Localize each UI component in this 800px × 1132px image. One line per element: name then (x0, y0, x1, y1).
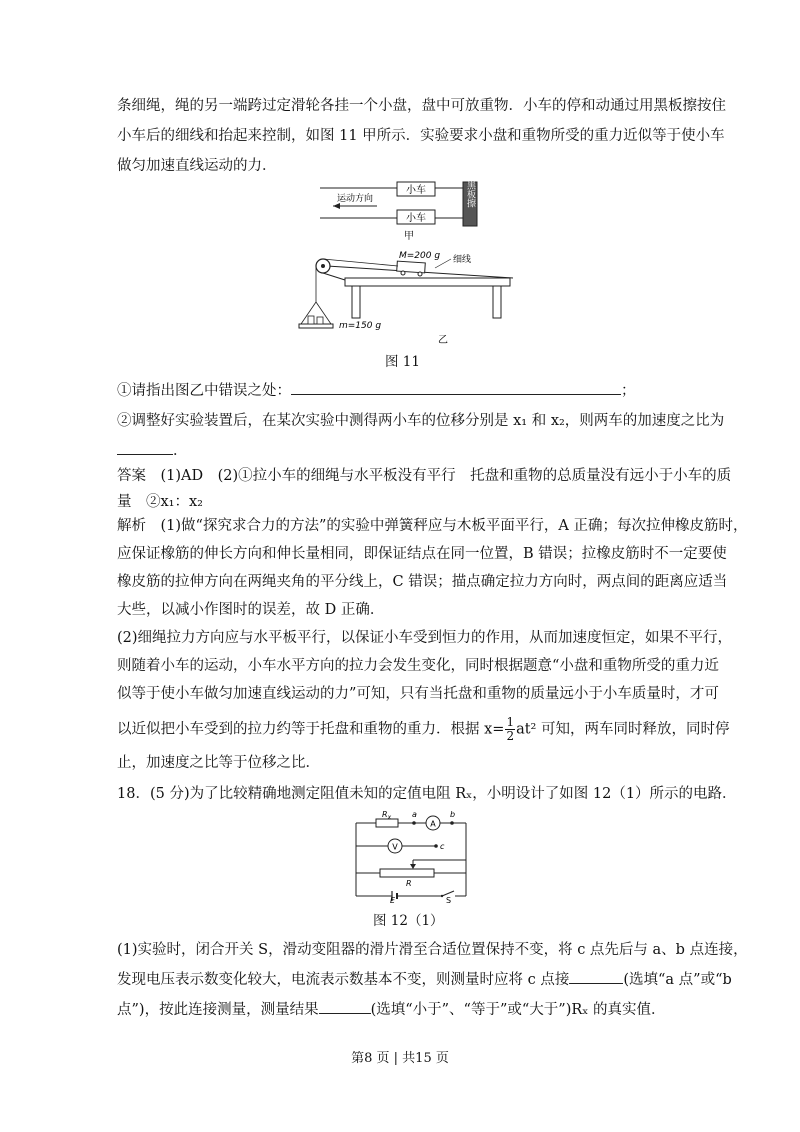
analysis-line-9: 止，加速度之比等于位移之比． (117, 755, 320, 771)
analysis-line-4: 大些，以减小作图时的误差，故 D 正确． (117, 602, 385, 618)
direction-label: 运动方向 (336, 194, 374, 204)
fraction-numerator: 1 (506, 715, 515, 729)
jia-sub-caption: 甲 (404, 231, 414, 242)
q18-line2-option: (选填“a 点”或“b (623, 972, 732, 988)
q18-line3-text: 点”)，按此连接测量，测量结果 (117, 1002, 319, 1018)
battery-label: E (390, 896, 396, 903)
switch-label: S (446, 896, 452, 903)
figure-11-yi (295, 242, 525, 347)
voltmeter-label: V (392, 842, 398, 852)
q18-part1-line2 (117, 970, 732, 990)
analysis-line-5: (2)细绳拉力方向应与水平板平行，以保证小车受到恒力的作用，从而加速度恒定，如果不平行， (117, 630, 733, 646)
mass-car-label: M=200 g (399, 251, 441, 261)
thread-label: 细线 (453, 255, 472, 265)
answer-line-1: 答案 (1)AD (2)①拉小车的细绳与水平板没有平行 托盘和重物的总质量没有远小于小车的质 (117, 468, 732, 484)
analysis-line-1: 解析 (1)做“探究求合力的方法”的实验中弹簧秤应与木板平面平行，A 正确；每次拉伸橡皮筋时， (117, 518, 748, 534)
answer-line-2: 量 ②x₁：x₂ (117, 494, 203, 510)
rheostat-label: R (406, 879, 412, 888)
intro-line-1: 条细绳，绳的另一端跨过定滑轮各挂一个小盘，盘中可放重物．小车的停和动通过用黑板擦按住 (117, 98, 726, 114)
q18-part1-line1: (1)实验时，闭合开关 S，滑动变阻器的滑片滑至合适位置保持不变，将 c 点先后与 a、b 点连接， (117, 942, 748, 958)
page-footer: 第8 页 | 共15 页 (351, 1051, 449, 1066)
figure-11-jia (315, 180, 505, 242)
node-c-label: c (440, 842, 445, 851)
intro-line-3: 做匀加速直线运动的力． (117, 158, 277, 174)
mass-tray-label: m=150 g (339, 321, 382, 331)
intro-line-2: 小车后的细线和抬起来控制，如图 11 甲所示．实验要求小盘和重物所受的重力近似等于使小车 (117, 128, 725, 144)
figure-12-caption: 图 12（1） (373, 913, 444, 929)
fraction-half (505, 716, 515, 743)
q18-line2-text: 发现电压表示数变化较大，电流表示数基本不变，则测量时应将 c 点接 (117, 972, 570, 988)
q18-line3-option: (选填“小于”、“等于”或“大于”)Rₓ 的真实值． (370, 1002, 666, 1018)
circuit-figure-12 (348, 808, 473, 903)
analysis-line-6: 则随着小车的运动，小车水平方向的拉力会发生变化，同时根据题意“小盘和重物所受的重力近 (117, 658, 719, 674)
question-2: ②调整好实验装置后，在某次实验中测得两小车的位移分别是 x₁ 和 x₂，则两车的加速度之比为 (117, 413, 725, 429)
node-a-label: a (412, 810, 417, 819)
rx-label: $R_x$ (382, 810, 392, 821)
fraction-denominator: 2 (506, 729, 515, 743)
car-label-bottom: 小车 (406, 213, 426, 224)
analysis-line-8b: at² 可知，两车同时释放，同时停 (516, 721, 730, 738)
question-1-blank (291, 394, 621, 395)
analysis-line-8a: 以近似把小车受到的拉力约等于托盘和重物的重力．根据 x= (117, 721, 505, 738)
q18-blank-1 (569, 983, 623, 984)
question-1 (117, 381, 636, 401)
ammeter-label: A (430, 819, 436, 829)
figure-11-caption: 图 11 (385, 354, 420, 370)
q18-blank-2 (319, 1013, 371, 1014)
analysis-line-7: 似等于使小车做匀加速直线运动的力”可知，只有当托盘和重物的质量远小于小车质量时，才可 (117, 686, 719, 702)
question-1-end: ； (621, 383, 636, 399)
analysis-line-3: 橡皮筋的拉伸方向在两绳夹角的平分线上，C 错误；描点确定拉力方向时，两点间的距离应适当 (117, 574, 728, 590)
question-2-blank (117, 454, 173, 455)
node-b-label: b (450, 810, 456, 819)
analysis-line-2: 应保证橡筋的伸长方向和伸长量相同，即保证结点在同一位置，B 错误；拉橡皮筋时不一定要使 (117, 546, 727, 562)
question-2-end: ． (173, 443, 188, 459)
question-2-tail (117, 441, 188, 461)
q18-part1-line3 (117, 1000, 666, 1020)
analysis-line-8 (117, 716, 729, 743)
question-1-text: ①请指出图乙中错误之处： (117, 383, 291, 399)
eraser-label: 黑板擦 (465, 180, 475, 208)
q18-title: 18．(5 分)为了比较精确地测定阻值未知的定值电阻 Rₓ，小明设计了如图 12（1）所示的电路． (117, 786, 737, 802)
car-label-top: 小车 (406, 185, 426, 196)
yi-sub-caption: 乙 (438, 335, 448, 346)
